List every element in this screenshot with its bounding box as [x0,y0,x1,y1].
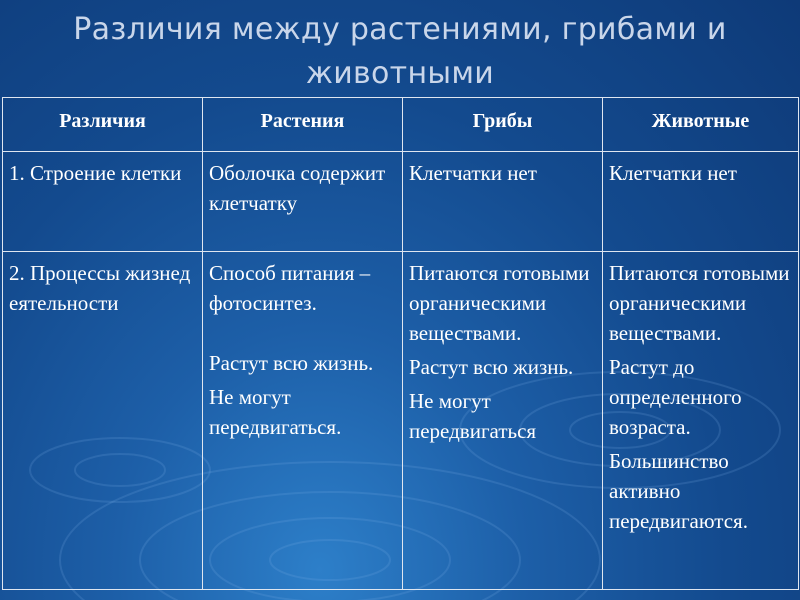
cell-text: Клетчатки нет [609,161,737,185]
cell-criterion [3,252,203,590]
header-fungi: Грибы [403,98,603,152]
cell-text: Питаются готовыми органическими веществами. [409,261,590,345]
slide-title [0,8,800,96]
cell-criterion: 1. Строение клетки [3,152,203,252]
table-row [3,252,799,590]
slide-title-line-1: Различия между растениями, грибами и [73,12,727,47]
cell-text: Не могут передвигаться. [209,385,342,439]
table-row [3,152,799,252]
cell-text: 2. Процессы жизнедеятельности [9,261,191,315]
cell-animals [603,152,799,252]
cell-text: Оболочка содержит клетчатку [209,161,386,215]
cell-fungi [403,252,603,590]
header-differences: Различия [3,98,203,152]
table-header-row [3,98,799,152]
slide-title-line-2: животными [305,56,495,91]
cell-text: Растут до определенного возраста. [609,355,742,439]
cell-text: Клетчатки нет [409,161,537,185]
cell-text: Большинство активно передвигаются. [609,449,748,533]
cell-text: Способ питания – фотосинтез. [209,261,371,315]
cell-plants [203,252,403,590]
cell-text: Растут всю жизнь. [209,351,374,375]
comparison-table [2,97,799,590]
cell-text: Растут всю жизнь. [409,355,574,379]
cell-fungi [403,152,603,252]
cell-text: Питаются готовыми органическими веществами. [609,261,790,345]
cell-plants [203,152,403,252]
cell-text: Не могут передвигаться [409,389,537,443]
header-animals: Животные [603,98,799,152]
header-plants: Растения [203,98,403,152]
cell-animals [603,252,799,590]
